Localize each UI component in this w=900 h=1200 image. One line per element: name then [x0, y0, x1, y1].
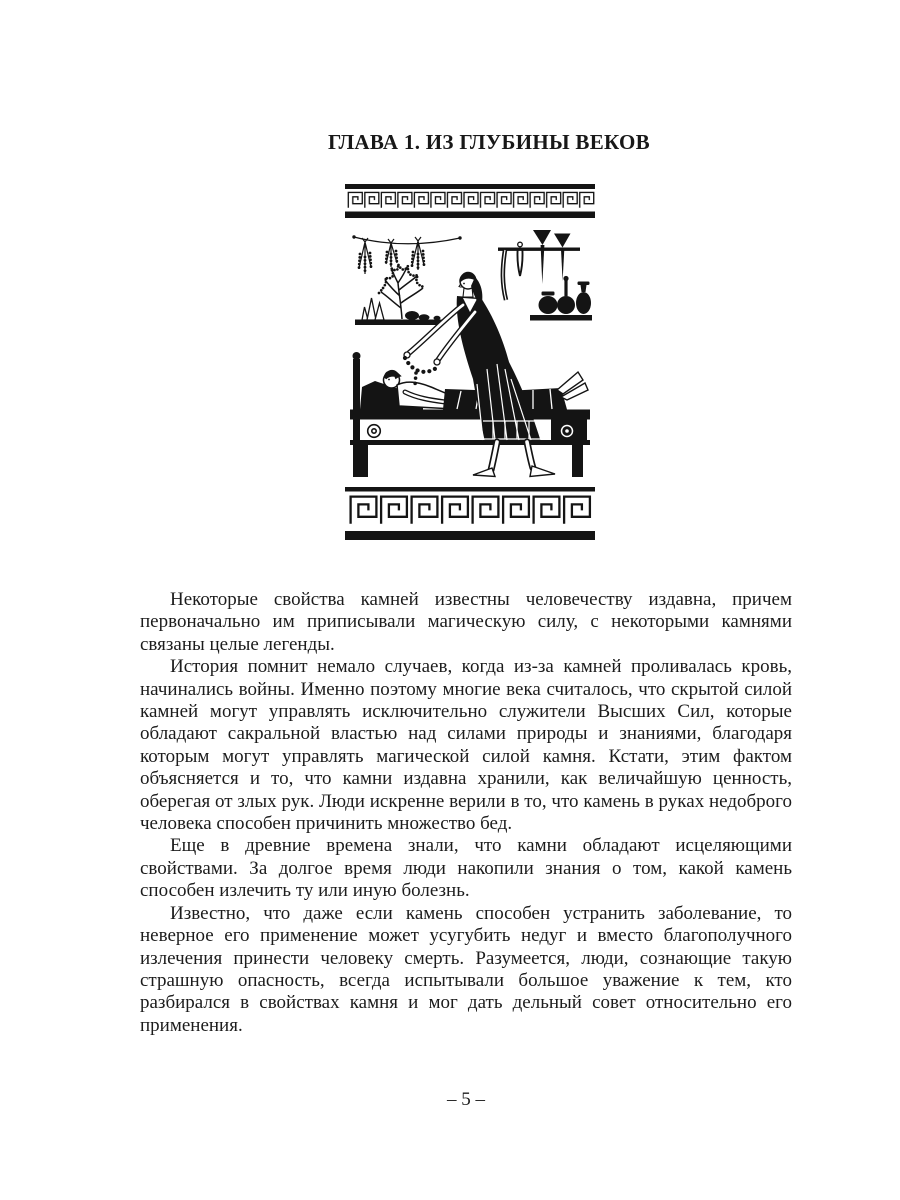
greek-healing-scene-art	[345, 184, 595, 542]
page-number: – 5 –	[447, 1089, 485, 1110]
paragraph: Известно, что даже если камень способен устранить заболевание, то неверное его применение может усугубить недуг и вместо благополучного излечения принести человеку смерть. Разумеется, люди, сознающие такую страшную опасность, всегда испытывали большое уважение к тем, кто разбирался в свойствах камня и мог дать дельный совет относительно его применения.	[140, 902, 792, 1036]
chapter-illustration	[345, 184, 595, 542]
chapter-title: ГЛАВА 1. ИЗ ГЛУБИНЫ ВЕКОВ	[327, 130, 650, 154]
meander-border-top	[345, 184, 595, 218]
meander-border-bottom	[345, 487, 595, 540]
healer-figure	[404, 272, 555, 477]
tool-rack	[498, 230, 580, 300]
paragraph: История помнит немало случаев, когда из-за камней проливалась кровь, начинались войны. Именно поэтому многие века считалось, что скрытой силой камней могут управлять исключительно служители Высших Сил, которые обладают сакральной властью над силами природы и знаниями, благодаря которым могут управлять магической силой камня. Кстати, этим фактом объясняется и то, что камни издавна хранили, как величайшую ценность, оберегая от злых рук. Люди искренне верили в то, что камень в руках недоброго человека способен причинить множество бед.	[140, 656, 792, 835]
herb-shelf	[355, 264, 443, 325]
kline-couch	[350, 352, 590, 477]
vessel-shelf	[530, 276, 592, 321]
paragraph: Некоторые свойства камней известны человечеству издавна, причем первоначально им приписывали магическую силу, с некоторыми камнями связаны целые легенды.	[140, 589, 792, 655]
paragraph: Еще в древние времена знали, что камни обладают исцеляющими свойствами. За долгое время люди накопили знания о том, какой камень способен излечить ту или иную болезнь.	[140, 835, 792, 902]
body-text	[140, 589, 792, 1037]
